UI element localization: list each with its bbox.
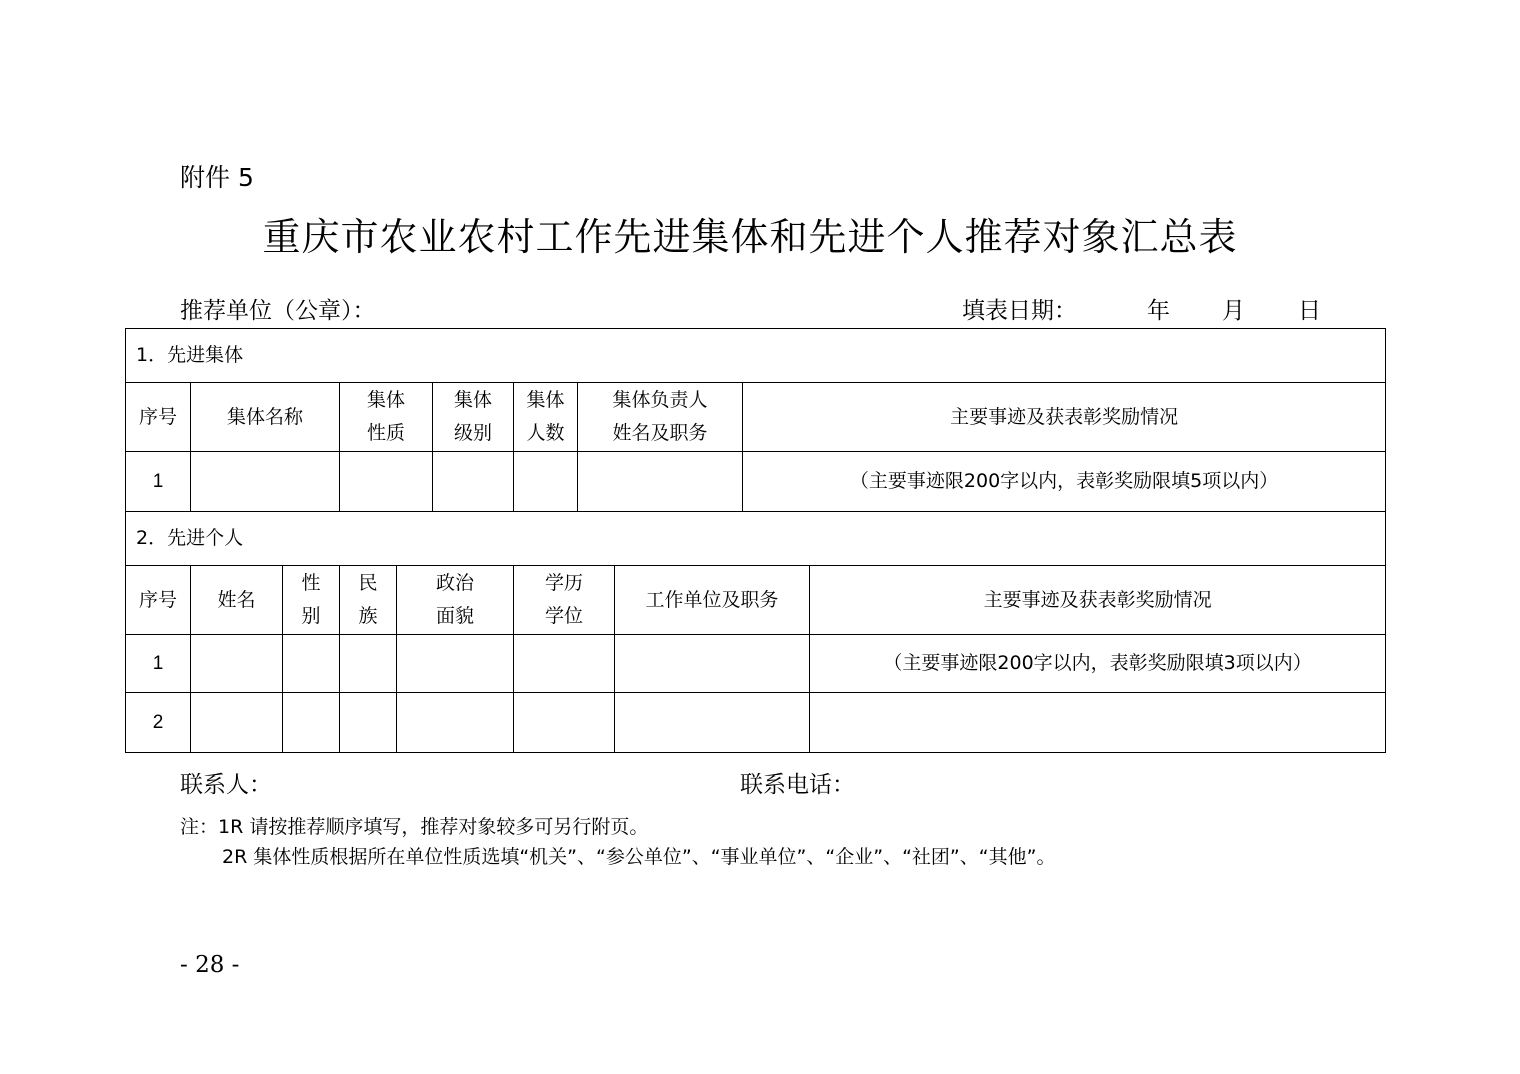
individual-row-no: 1 bbox=[126, 635, 191, 693]
section-individual-row bbox=[126, 512, 1386, 566]
individual-gender-cell[interactable] bbox=[283, 693, 340, 753]
individual-political-cell[interactable] bbox=[397, 635, 514, 693]
date-year-label: 年 bbox=[1147, 298, 1170, 324]
individual-ethnicity-cell[interactable] bbox=[340, 693, 397, 753]
section-collective-row bbox=[126, 329, 1386, 383]
col-header-collective-leader: 集体负责人 姓名及职务 bbox=[578, 383, 743, 452]
table-row bbox=[126, 452, 1386, 512]
individual-education-cell[interactable] bbox=[514, 693, 615, 753]
collective-deeds-cell[interactable]: （主要事迹限200字以内，表彰奖励限填5项以内） bbox=[743, 452, 1386, 512]
individual-work-unit-cell[interactable] bbox=[615, 693, 810, 753]
recommending-unit-label: 推荐单位（公章）： bbox=[180, 298, 376, 324]
individual-political-cell[interactable] bbox=[397, 693, 514, 753]
date-month-label: 月 bbox=[1222, 298, 1245, 324]
note-line-2: 2R 集体性质根据所在单位性质选填“机关”、“参公单位”、“事业单位”、“企业”、“社团”、“其他”。 bbox=[222, 846, 1056, 868]
col-header-ethnicity: 民 族 bbox=[340, 566, 397, 635]
col-header-education: 学历 学位 bbox=[514, 566, 615, 635]
individual-deeds-cell[interactable]: （主要事迹限200字以内，表彰奖励限填3项以内） bbox=[810, 635, 1386, 693]
col-header-gender: 性 别 bbox=[283, 566, 340, 635]
attachment-label: 附件 5 bbox=[180, 163, 254, 192]
fill-date-label: 填表日期： bbox=[962, 298, 1077, 324]
col-header-political-status: 政治 面貌 bbox=[397, 566, 514, 635]
contact-person-label: 联系人： bbox=[180, 772, 272, 798]
table-row bbox=[126, 635, 1386, 693]
collective-count-cell[interactable] bbox=[514, 452, 578, 512]
individual-ethnicity-cell[interactable] bbox=[340, 635, 397, 693]
col-header-collective-level: 集体 级别 bbox=[433, 383, 514, 452]
individual-education-cell[interactable] bbox=[514, 635, 615, 693]
page-number: - 28 - bbox=[180, 952, 240, 978]
col-header-collective-count: 集体 人数 bbox=[514, 383, 578, 452]
individual-name-cell[interactable] bbox=[191, 693, 283, 753]
col-header-collective-deeds: 主要事迹及获表彰奖励情况 bbox=[743, 383, 1386, 452]
col-header-collective-name: 集体名称 bbox=[191, 383, 340, 452]
collective-nature-cell[interactable] bbox=[340, 452, 433, 512]
collective-row-no: 1 bbox=[126, 452, 191, 512]
collective-level-cell[interactable] bbox=[433, 452, 514, 512]
individual-header-row bbox=[126, 566, 1386, 635]
collective-name-cell[interactable] bbox=[191, 452, 340, 512]
col-header-individual-deeds: 主要事迹及获表彰奖励情况 bbox=[810, 566, 1386, 635]
individual-name-cell[interactable] bbox=[191, 635, 283, 693]
individual-deeds-cell[interactable] bbox=[810, 693, 1386, 753]
col-header-no: 序号 bbox=[126, 383, 191, 452]
col-header-work-unit: 工作单位及职务 bbox=[615, 566, 810, 635]
section-individual-title: 2．先进个人 bbox=[126, 512, 1386, 566]
date-day-label: 日 bbox=[1298, 298, 1321, 324]
contact-phone-label: 联系电话： bbox=[740, 772, 855, 798]
col-header-name: 姓名 bbox=[191, 566, 283, 635]
section-collective-title: 1．先进集体 bbox=[126, 329, 1386, 383]
col-header-collective-nature: 集体 性质 bbox=[340, 383, 433, 452]
table-row bbox=[126, 693, 1386, 753]
individual-work-unit-cell[interactable] bbox=[615, 635, 810, 693]
note-line-1: 注：1R 请按推荐顺序填写，推荐对象较多可另行附页。 bbox=[180, 816, 649, 838]
individual-row-no: 2 bbox=[126, 693, 191, 753]
col-header-no: 序号 bbox=[126, 566, 191, 635]
summary-table bbox=[125, 328, 1386, 753]
collective-header-row bbox=[126, 383, 1386, 452]
collective-leader-cell[interactable] bbox=[578, 452, 743, 512]
page-title: 重庆市农业农村工作先进集体和先进个人推荐对象汇总表 bbox=[262, 215, 1238, 259]
individual-gender-cell[interactable] bbox=[283, 635, 340, 693]
